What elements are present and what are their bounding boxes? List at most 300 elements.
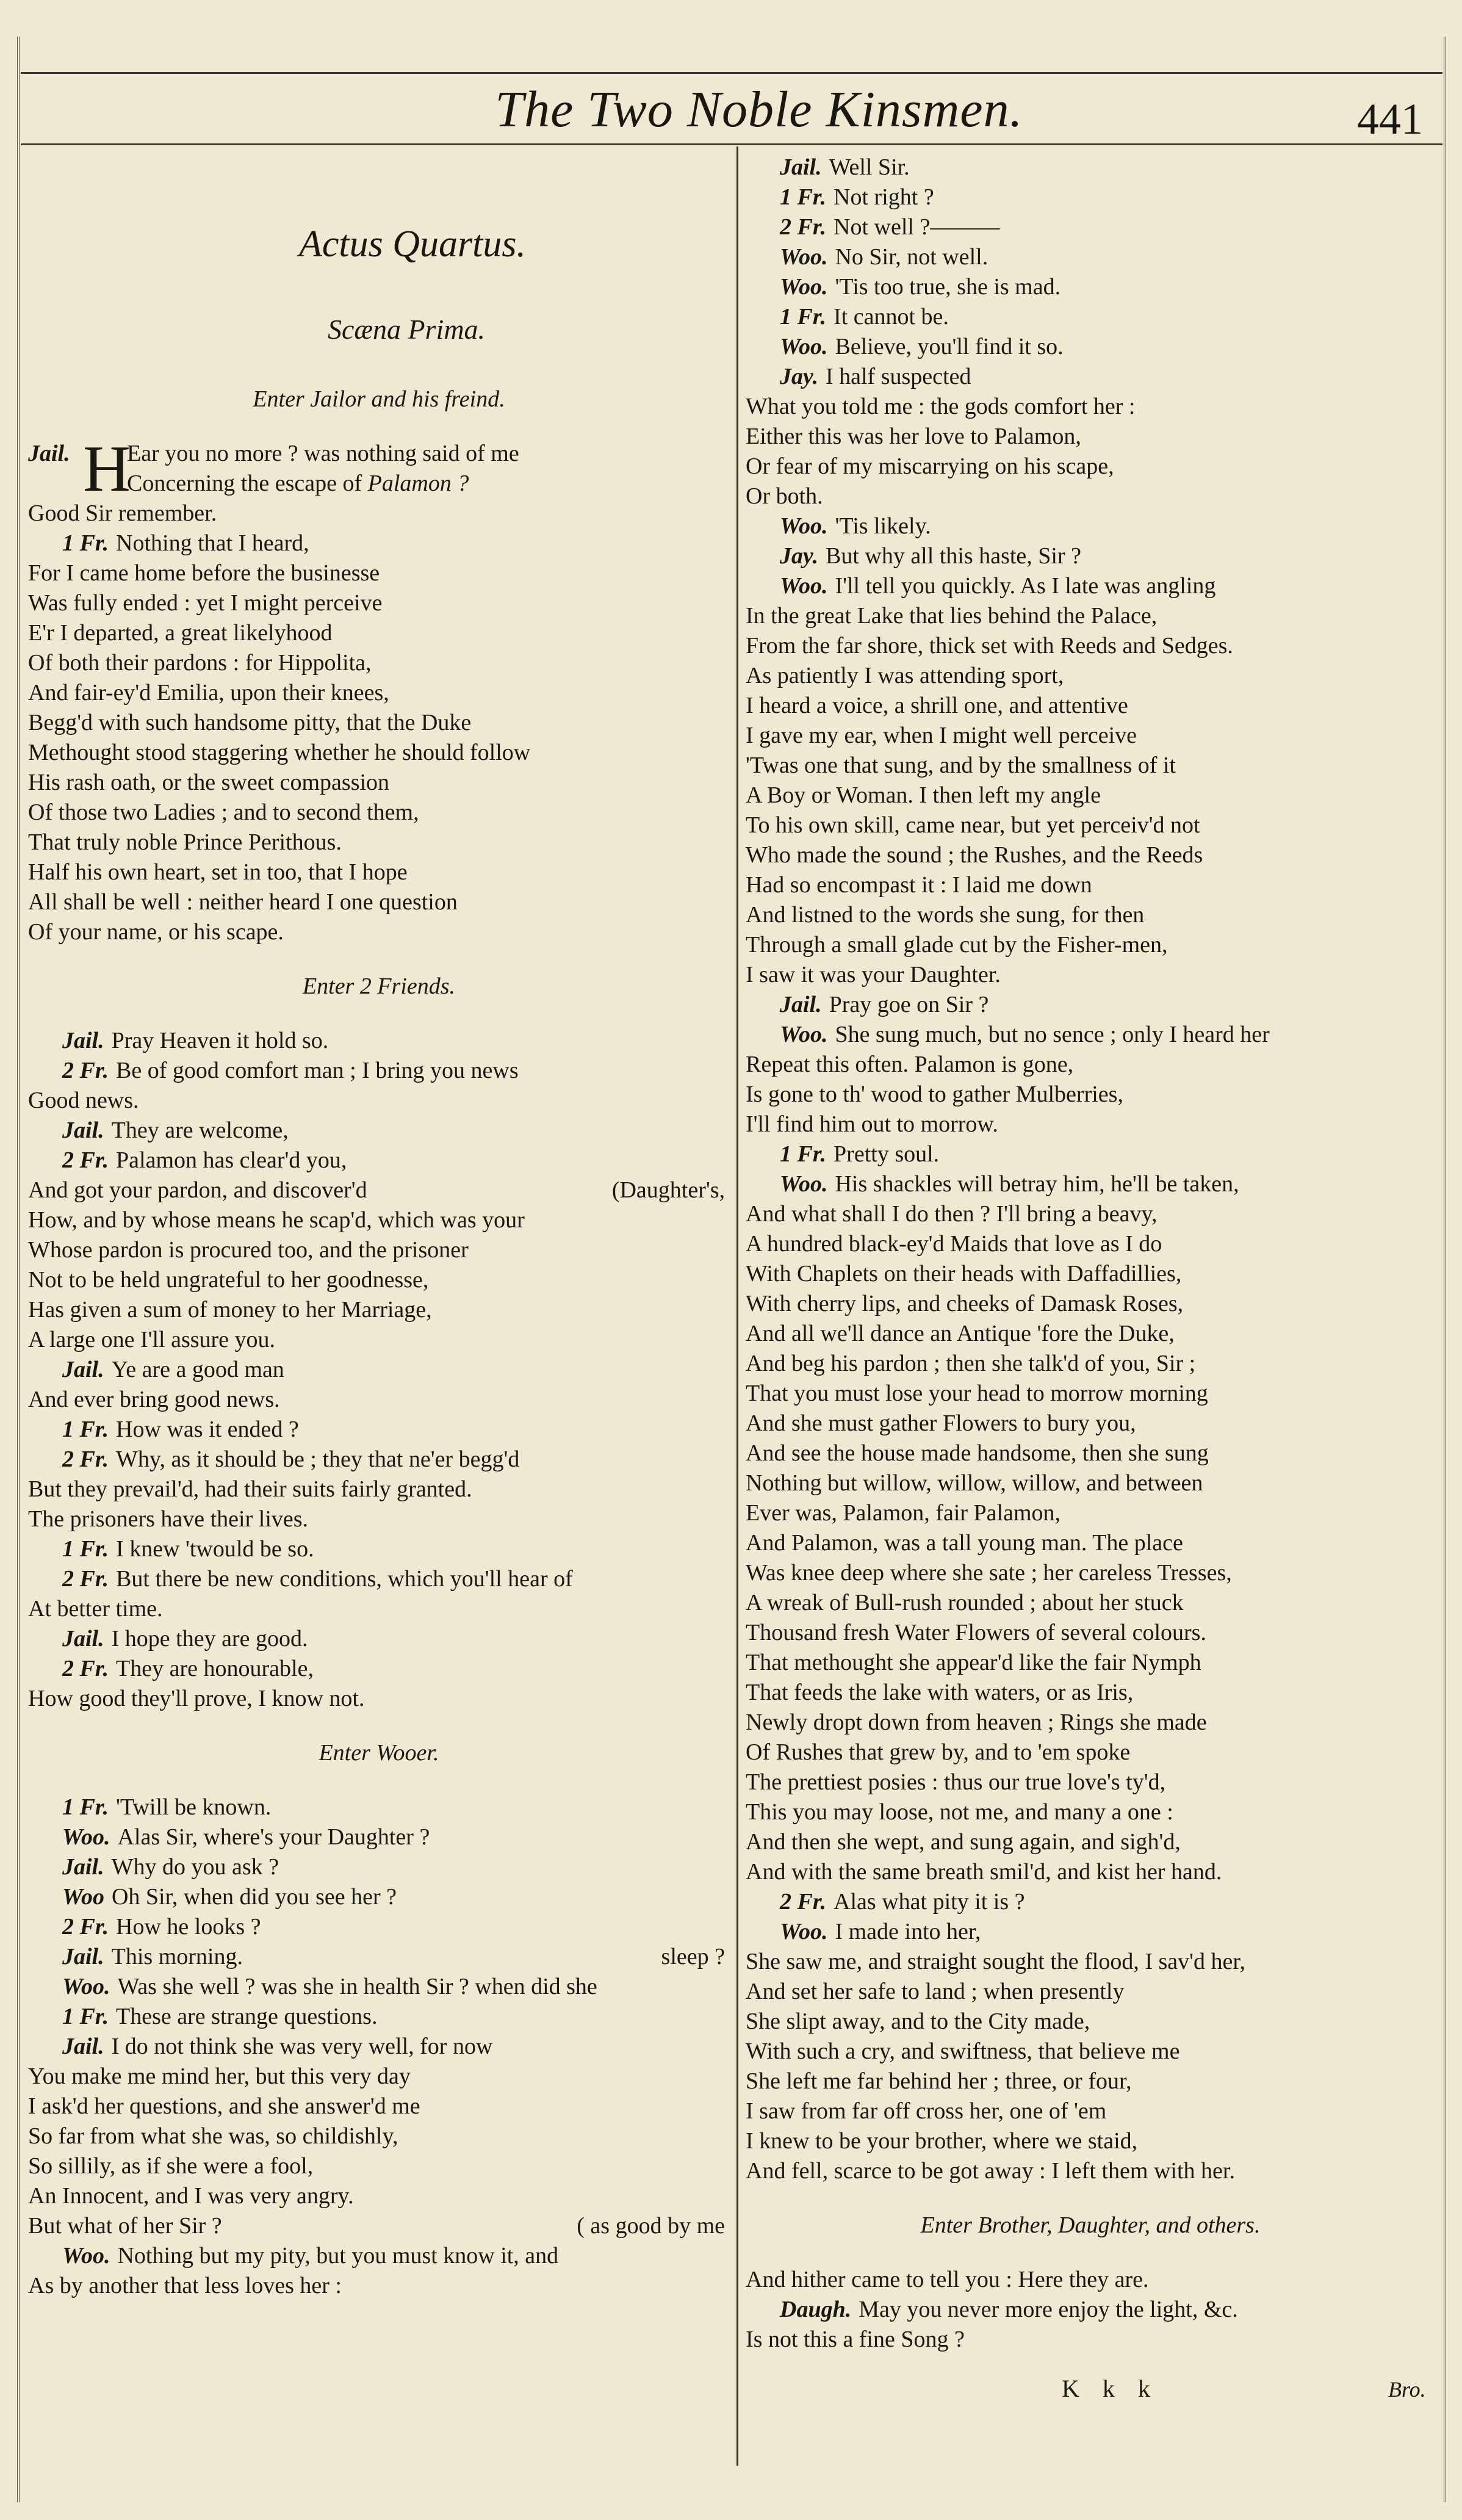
verse-text: I made into her, <box>835 1919 981 1944</box>
verse-text: Be of good comfort man ; I bring you news <box>116 1058 519 1083</box>
verse-line <box>746 1588 1435 1618</box>
verse-line <box>746 1887 1435 1917</box>
running-header <box>21 72 1442 145</box>
verse-text: So sillily, as if she were a fool, <box>28 2153 314 2179</box>
verse-text: That feeds the lake with waters, or as Iris, <box>746 1680 1134 1705</box>
verse-text: Was she well ? was she in health Sir ? when did she <box>117 1974 597 1999</box>
verse-line <box>28 588 730 618</box>
verse-line <box>28 648 730 678</box>
verse-text: Whose pardon is procured too, and the prisoner <box>28 1237 469 1263</box>
verse-line <box>28 558 730 588</box>
verse-text: Half his own heart, set in too, that I hope <box>28 859 408 885</box>
verse-text: With such a cry, and swiftness, that believe me <box>746 2038 1180 2064</box>
verse-text: Of both their pardons : for Hippolita, <box>28 650 372 676</box>
left-column <box>28 153 730 2301</box>
verse-line <box>746 2126 1435 2156</box>
verse-text: And beg his pardon ; then she talk'd of you, Sir ; <box>746 1351 1196 1376</box>
speaker: 2 Fr. <box>780 1889 827 1915</box>
speaker: Woo. <box>780 513 828 539</box>
verse-line <box>746 840 1435 870</box>
verse-text: They are honourable, <box>116 1656 314 1681</box>
verse-text: Of Rushes that grew by, and to 'em spoke <box>746 1739 1131 1765</box>
verse-line <box>746 332 1435 362</box>
verse-line <box>28 2092 730 2121</box>
verse-line <box>28 917 730 947</box>
verse-text: She saw me, and straight sought the flood, I sav'd her, <box>746 1949 1246 1974</box>
verse-line <box>746 302 1435 332</box>
verse-line <box>746 272 1435 302</box>
character-name: Palamon ? <box>367 471 469 496</box>
verse-text: I ask'd her questions, and she answer'd me <box>28 2093 420 2119</box>
verse-text: And she must gather Flowers to bury you, <box>746 1410 1136 1436</box>
verse-line <box>28 618 730 648</box>
verse-text: The prettiest posies : thus our true love's ty'd, <box>746 1769 1166 1795</box>
verse-line <box>28 1355 730 1385</box>
verse-line <box>746 1827 1435 1857</box>
verse-line <box>746 751 1435 781</box>
verse-line <box>746 1767 1435 1797</box>
turnover-text: ( as good by me <box>577 2213 725 2239</box>
verse-text: Begg'd with such handsome pitty, that the Duke <box>28 710 472 735</box>
verse-line <box>28 1385 730 1415</box>
verse-text: I gave my ear, when I might well perceive <box>746 723 1137 748</box>
verse-text: As patiently I was attending sport, <box>746 663 1064 688</box>
column-divider <box>736 146 738 2466</box>
verse-text: At better time. <box>28 1596 163 1622</box>
page-number: 441 <box>1357 95 1423 143</box>
verse-line <box>746 482 1435 511</box>
verse-line <box>746 1289 1435 1319</box>
verse-block <box>28 499 730 947</box>
verse-line <box>28 1564 730 1594</box>
verse-line <box>746 1020 1435 1050</box>
verse-text: Thousand fresh Water Flowers of several colours. <box>746 1620 1206 1645</box>
verse-text: And got your pardon, and discover'd <box>28 1177 367 1203</box>
verse-text: How, and by whose means he scap'd, which was your <box>28 1207 525 1233</box>
verse-line <box>746 1708 1435 1738</box>
verse-line <box>28 768 730 798</box>
verse-line <box>746 1319 1435 1349</box>
verse-text: Has given a sum of money to her Marriage, <box>28 1297 432 1323</box>
speaker: 2 Fr. <box>62 1058 109 1083</box>
verse-text: Not right ? <box>834 184 934 210</box>
verse-line <box>28 1684 730 1714</box>
speaker: Woo. <box>62 1824 110 1850</box>
verse-line <box>746 422 1435 452</box>
verse-text: Who made the sound ; the Rushes, and the Reeds <box>746 842 1203 868</box>
speaker: Jail. <box>780 992 822 1017</box>
verse-line <box>746 930 1435 960</box>
verse-line <box>746 1199 1435 1229</box>
verse-text: I'll tell you quickly. As I late was angling <box>835 573 1216 599</box>
verse-line <box>28 1116 730 1146</box>
verse-line <box>746 1379 1435 1409</box>
drop-cap: H <box>83 433 131 505</box>
verse-line <box>28 1415 730 1445</box>
verse-line <box>746 1558 1435 1588</box>
stage-direction: Enter Brother, Daughter, and others. <box>920 2212 1261 2238</box>
verse-text: Of your name, or his scape. <box>28 919 284 945</box>
verse-text: How good they'll prove, I know not. <box>28 1686 365 1711</box>
verse-text: How he looks ? <box>116 1914 261 1940</box>
verse-text: But they prevail'd, had their suits fairly granted. <box>28 1476 472 1502</box>
speaker: 1 Fr. <box>780 1141 827 1167</box>
verse-text: I heard a voice, a shrill one, and attentive <box>746 693 1128 718</box>
verse-line <box>746 781 1435 811</box>
verse-line <box>28 1882 730 1912</box>
verse-line <box>746 1110 1435 1139</box>
verse-text: E'r I departed, a great likelyhood <box>28 620 333 646</box>
verse-line <box>746 392 1435 422</box>
speaker: Jay. <box>780 543 818 569</box>
speaker: Jail. <box>62 1626 104 1652</box>
verse-text: To his own skill, came near, but yet perceiv'd not <box>746 812 1200 838</box>
verse-text: Believe, you'll find it so. <box>835 334 1064 359</box>
verse-text: Good news. <box>28 1088 139 1113</box>
verse-text: And Palamon, was a tall young man. The place <box>746 1530 1183 1556</box>
verse-line <box>746 571 1435 601</box>
verse-line <box>28 887 730 917</box>
verse-line <box>746 2325 1435 2355</box>
verse-text: I knew 'twould be so. <box>116 1536 314 1562</box>
verse-line <box>28 1295 730 1325</box>
verse-line <box>28 2121 730 2151</box>
verse-line <box>746 1259 1435 1289</box>
verse-line <box>746 1977 1435 2007</box>
speaker: 1 Fr. <box>62 1536 109 1562</box>
speaker: Woo. <box>780 334 828 359</box>
speaker: Daugh. <box>780 2297 852 2322</box>
verse-text: With Chaplets on their heads with Daffadillies, <box>746 1261 1182 1287</box>
speaker: 2 Fr. <box>780 214 827 240</box>
turnover-text: sleep ? <box>661 1944 725 1969</box>
verse-text: Alas what pity it is ? <box>834 1889 1025 1915</box>
speaker: Woo <box>62 1884 104 1910</box>
speaker: Woo. <box>62 1974 110 1999</box>
verse-text: I half suspected <box>825 364 971 389</box>
verse-text: Good Sir remember. <box>28 500 217 526</box>
verse-line <box>28 499 730 529</box>
verse-text: Of those two Ladies ; and to second them, <box>28 800 419 825</box>
speaker: 1 Fr. <box>780 304 827 330</box>
speaker: Woo. <box>780 274 828 300</box>
catchword: Bro. <box>1388 2377 1426 2402</box>
verse-text: Not to be held ungrateful to her goodnesse, <box>28 1267 429 1293</box>
speaker: 1 Fr. <box>62 1417 109 1442</box>
verse-text: Pretty soul. <box>834 1141 940 1167</box>
verse-text: And fair-ey'd Emilia, upon their knees, <box>28 680 389 706</box>
verse-line <box>746 2156 1435 2186</box>
signature-mark: K k k <box>1062 2375 1159 2402</box>
speaker: Woo. <box>62 2243 110 2269</box>
verse-line <box>28 678 730 708</box>
verse-line <box>746 1349 1435 1379</box>
verse-line <box>28 1852 730 1882</box>
verse-line <box>746 1498 1435 1528</box>
verse-text: 'Tis likely. <box>835 513 931 539</box>
verse-text: Concerning the escape of <box>127 471 368 496</box>
verse-line <box>746 2037 1435 2067</box>
verse-text: In the great Lake that lies behind the Palace, <box>746 603 1158 629</box>
verse-line <box>28 1942 730 1972</box>
verse-text: And hither came to tell you : Here they are. <box>746 2267 1149 2292</box>
verse-block <box>28 1026 730 1714</box>
verse-text: The prisoners have their lives. <box>28 1506 309 1532</box>
verse-text: I do not think she was very well, for now <box>111 2034 493 2059</box>
verse-line <box>28 469 730 499</box>
verse-text: Through a small glade cut by the Fisher-men, <box>746 932 1168 958</box>
verse-line <box>746 1169 1435 1199</box>
verse-text: She slipt away, and to the City made, <box>746 2009 1090 2034</box>
verse-text: How was it ended ? <box>116 1417 299 1442</box>
speaker: 1 Fr. <box>62 1794 109 1820</box>
verse-text: Nothing but willow, willow, willow, and between <box>746 1470 1203 1496</box>
verse-text: They are welcome, <box>111 1117 289 1143</box>
verse-text: From the far shore, thick set with Reeds and Sedges. <box>746 633 1233 659</box>
verse-line <box>746 2067 1435 2096</box>
verse-text: And fell, scarce to be got away : I left them with her. <box>746 2158 1235 2184</box>
verse-text: As by another that less loves her : <box>28 2273 342 2298</box>
verse-line <box>746 1678 1435 1708</box>
speaker: Jail. <box>62 1854 104 1880</box>
verse-line <box>28 2032 730 2062</box>
verse-text: For I came home before the businesse <box>28 560 380 586</box>
verse-text: 'Tis too true, she is mad. <box>835 274 1061 300</box>
verse-line <box>28 798 730 828</box>
verse-text: Palamon has clear'd you, <box>116 1147 347 1173</box>
verse-text: I hope they are good. <box>111 1626 308 1652</box>
verse-line <box>746 601 1435 631</box>
verse-line <box>746 2265 1435 2295</box>
speaker: 1 Fr. <box>62 530 109 556</box>
turnover-text: (Daughter's, <box>611 1177 725 1203</box>
verse-line <box>746 1409 1435 1439</box>
verse-text: That methought she appear'd like the fair Nymph <box>746 1650 1201 1675</box>
act-title: Actus Quartus. <box>299 223 526 265</box>
verse-text: Ear you no more ? was nothing said of me <box>127 441 519 466</box>
verse-line <box>746 1947 1435 1977</box>
verse-text: And all we'll dance an Antique 'fore the Duke, <box>746 1321 1175 1346</box>
speaker: 1 Fr. <box>62 2004 109 2029</box>
verse-line <box>746 2007 1435 2037</box>
verse-text: Is not this a fine Song ? <box>746 2327 965 2352</box>
verse-text: That truly noble Prince Perithous. <box>28 829 342 855</box>
verse-line <box>746 1139 1435 1169</box>
verse-line <box>28 529 730 558</box>
verse-text: And what shall I do then ? I'll bring a beavy, <box>746 1201 1158 1227</box>
verse-line <box>28 1175 730 1205</box>
verse-text: His shackles will betray him, he'll be taken, <box>835 1171 1239 1197</box>
speaker: 2 Fr. <box>62 1914 109 1940</box>
verse-line <box>28 1235 730 1265</box>
verse-line <box>746 1468 1435 1498</box>
verse-line <box>28 708 730 738</box>
verse-text: Had so encompast it : I laid me down <box>746 872 1092 898</box>
verse-line <box>746 212 1435 242</box>
verse-line <box>28 1205 730 1235</box>
verse-line <box>746 661 1435 691</box>
verse-text: Newly dropt down from heaven ; Rings she made <box>746 1709 1207 1735</box>
verse-line <box>28 2151 730 2181</box>
verse-line <box>746 870 1435 900</box>
verse-line <box>746 1229 1435 1259</box>
verse-text: It cannot be. <box>834 304 949 330</box>
verse-line <box>28 2271 730 2301</box>
verse-text: So far from what she was, so childishly, <box>28 2123 398 2149</box>
verse-line <box>28 1594 730 1624</box>
verse-text: That you must lose your head to morrow morning <box>746 1381 1208 1406</box>
verse-line <box>746 1917 1435 1947</box>
right-column <box>746 153 1435 2355</box>
stage-direction: Enter Wooer. <box>319 1740 439 1766</box>
verse-line <box>28 1056 730 1086</box>
verse-text: A wreak of Bull-rush rounded ; about her stuck <box>746 1590 1184 1616</box>
verse-line <box>28 857 730 887</box>
verse-text: But there be new conditions, which you'll hear of <box>116 1566 573 1592</box>
verse-text: And ever bring good news. <box>28 1387 280 1412</box>
verse-text: Nothing but my pity, but you must know it, and <box>117 2243 559 2269</box>
verse-text: A hundred black-ey'd Maids that love as I do <box>746 1231 1162 1257</box>
verse-text: What you told me : the gods comfort her : <box>746 394 1136 419</box>
verse-line <box>746 960 1435 990</box>
verse-text: An Innocent, and I was very angry. <box>28 2183 354 2209</box>
verse-text: But why all this haste, Sir ? <box>825 543 1081 569</box>
verse-text: This morning. <box>111 1944 243 1969</box>
verse-text: You make me mind her, but this very day <box>28 2063 411 2089</box>
verse-text: With cherry lips, and cheeks of Damask Roses, <box>746 1291 1184 1316</box>
verse-text: His rash oath, or the sweet compassion <box>28 770 390 795</box>
header-title: The Two Noble Kinsmen. <box>495 81 1023 138</box>
verse-line <box>746 1528 1435 1558</box>
speaker: Jail. <box>780 154 822 180</box>
verse-line <box>28 1654 730 1684</box>
verse-text: But what of her Sir ? <box>28 2213 222 2239</box>
verse-line <box>746 2295 1435 2325</box>
verse-text: Pray goe on Sir ? <box>829 992 989 1017</box>
verse-line <box>746 990 1435 1020</box>
verse-text: I'll find him out to morrow. <box>746 1111 998 1137</box>
speaker: Woo. <box>780 244 828 270</box>
verse-line <box>746 182 1435 212</box>
verse-text: A Boy or Woman. I then left my angle <box>746 782 1101 808</box>
verse-block <box>746 153 1435 2186</box>
verse-text: Repeat this often. Palamon is gone, <box>746 1052 1074 1077</box>
verse-text: Is gone to th' wood to gather Mulberries, <box>746 1081 1123 1107</box>
verse-text: Was knee deep where she sate ; her careless Tresses, <box>746 1560 1232 1586</box>
speaker: Jail. <box>62 1117 104 1143</box>
speaker: 2 Fr. <box>62 1656 109 1681</box>
verse-line <box>28 1534 730 1564</box>
verse-line <box>746 1648 1435 1678</box>
verse-text: 'Twill be known. <box>116 1794 272 1820</box>
speaker: Woo. <box>780 1022 828 1047</box>
verse-line <box>28 2002 730 2032</box>
verse-line <box>28 2241 730 2271</box>
verse-text: This you may loose, not me, and many a one : <box>746 1799 1173 1825</box>
verse-text: May you never more enjoy the light, &c. <box>859 2297 1238 2322</box>
verse-text: Nothing that I heard, <box>116 530 309 556</box>
speaker: 2 Fr. <box>62 1566 109 1592</box>
verse-line <box>28 1265 730 1295</box>
verse-text: No Sir, not well. <box>835 244 988 270</box>
verse-line <box>28 1146 730 1175</box>
verse-text: Alas Sir, where's your Daughter ? <box>117 1824 430 1850</box>
verse-line <box>746 2096 1435 2126</box>
verse-line <box>746 362 1435 392</box>
verse-line <box>28 1793 730 1822</box>
verse-line <box>28 1325 730 1355</box>
verse-line <box>28 1822 730 1852</box>
verse-line <box>746 511 1435 541</box>
verse-text: And then she wept, and sung again, and sigh'd, <box>746 1829 1181 1855</box>
verse-line <box>746 1618 1435 1648</box>
verse-line <box>746 1738 1435 1767</box>
verse-text: Or both. <box>746 483 823 509</box>
speaker: Woo. <box>780 1171 828 1197</box>
verse-block <box>746 2265 1435 2355</box>
verse-text: Well Sir. <box>829 154 910 180</box>
verse-line <box>28 1912 730 1942</box>
verse-text: And see the house made handsome, then she sung <box>746 1440 1209 1466</box>
verse-line <box>28 1086 730 1116</box>
verse-text: And set her safe to land ; when presently <box>746 1979 1125 2004</box>
verse-line <box>746 691 1435 721</box>
verse-text: Methought stood staggering whether he should follow <box>28 740 531 765</box>
speaker: Jail. <box>62 1357 104 1382</box>
stage-direction: Enter 2 Friends. <box>302 973 456 999</box>
verse-line <box>28 1026 730 1056</box>
verse-line <box>28 828 730 857</box>
speaker: Jail. <box>62 2034 104 2059</box>
speaker: 1 Fr. <box>780 184 827 210</box>
verse-line <box>28 1624 730 1654</box>
verse-text: Ye are a good man <box>111 1357 284 1382</box>
verse-line <box>28 1475 730 1504</box>
verse-line <box>746 900 1435 930</box>
verse-block <box>28 1793 730 2301</box>
speaker: Woo. <box>780 573 828 599</box>
verse-line <box>746 1050 1435 1080</box>
verse-text: She left me far behind her ; three, or four, <box>746 2068 1132 2094</box>
verse-text: Was fully ended : yet I might perceive <box>28 590 383 616</box>
verse-text: Why do you ask ? <box>111 1854 279 1880</box>
verse-text: I saw it was your Daughter. <box>746 962 1001 987</box>
verse-text: Why, as it should be ; they that ne'er begg'd <box>116 1446 520 1472</box>
verse-line <box>746 1797 1435 1827</box>
verse-text: Pray Heaven it hold so. <box>111 1028 329 1053</box>
verse-text: And listned to the words she sung, for then <box>746 902 1145 928</box>
verse-line <box>28 1504 730 1534</box>
verse-line <box>746 631 1435 661</box>
verse-line <box>28 2062 730 2092</box>
speaker: Jail. <box>62 1028 104 1053</box>
verse-line <box>28 2211 730 2241</box>
stage-direction: Enter Jailor and his freind. <box>253 386 505 412</box>
verse-line <box>746 452 1435 482</box>
verse-text: Or fear of my miscarrying on his scape, <box>746 453 1114 479</box>
speaker: Jay. <box>780 364 818 389</box>
verse-line <box>28 738 730 768</box>
speaker: 2 Fr. <box>62 1446 109 1472</box>
verse-line <box>28 1445 730 1475</box>
verse-line <box>746 811 1435 840</box>
verse-line <box>746 541 1435 571</box>
speaker: Jail. <box>28 441 70 466</box>
verse-text: Ever was, Palamon, fair Palamon, <box>746 1500 1061 1526</box>
verse-text: All shall be well : neither heard I one question <box>28 889 458 915</box>
verse-text: I saw from far off cross her, one of 'em <box>746 2098 1107 2124</box>
verse-text: These are strange questions. <box>116 2004 378 2029</box>
